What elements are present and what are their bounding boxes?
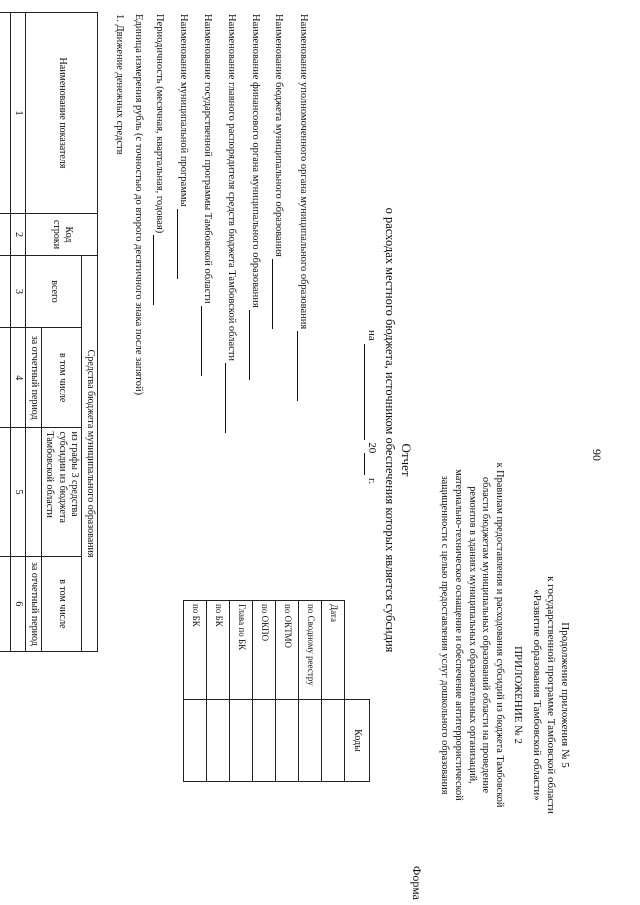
codes-header: Коды xyxy=(345,700,370,782)
table-cell[interactable] xyxy=(0,556,11,651)
form-label: Форма xyxy=(410,865,424,900)
table-cell[interactable] xyxy=(0,428,11,556)
field-municipal-program xyxy=(177,14,190,279)
field-label: Наименование главного распорядителя средств бюджета Тамбовской области xyxy=(226,14,237,362)
field-label: Наименование финансового органа муниципального образования xyxy=(250,14,261,308)
subsidy-header-cont xyxy=(26,428,42,556)
column-number: 5 xyxy=(11,428,27,556)
code-value-cell[interactable] xyxy=(276,700,299,782)
field-state-program xyxy=(201,14,214,376)
field-authorized-body xyxy=(297,14,310,401)
code-value-cell[interactable] xyxy=(299,700,322,782)
code-label: Дата xyxy=(322,601,345,700)
table-cell[interactable] xyxy=(0,327,11,428)
continuation-header xyxy=(530,490,572,900)
field-finance-body xyxy=(249,14,262,380)
col-total-header: всего xyxy=(26,256,82,328)
table-cell[interactable] xyxy=(0,13,11,214)
field-periodicity xyxy=(153,14,166,305)
page-number: 90 xyxy=(590,449,604,461)
col-incl2-header: в том числе xyxy=(42,556,83,651)
field-label: Наименование уполномоченного органа муниципального образования xyxy=(298,14,309,330)
field-budget-name xyxy=(272,14,285,329)
column-number: 3 xyxy=(11,256,27,328)
rules-line: к Правилам предоставления и расходования субсидий из бюджета Тамбовской xyxy=(494,462,505,808)
appendix-title: ПРИЛОЖЕНИЕ № 2 xyxy=(512,646,524,744)
code-label: Глава по БК xyxy=(230,601,253,700)
field-chief-administrator xyxy=(225,14,238,433)
field-blank[interactable] xyxy=(249,310,261,380)
field-blank[interactable] xyxy=(297,331,309,401)
code-label: по Сводному реестру xyxy=(299,601,322,700)
report-period-line xyxy=(364,330,378,590)
period-label: за отчетный период xyxy=(26,556,42,651)
continuation-line: «Развитие образования Тамбовской области» xyxy=(530,589,543,801)
column-number: 6 xyxy=(11,556,27,651)
period-year-prefix: 20 xyxy=(366,442,378,454)
period-label: за отчетный период xyxy=(26,327,42,428)
table-cell[interactable] xyxy=(0,213,11,255)
period-prefix: на xyxy=(366,330,378,341)
column-number: 1 xyxy=(11,13,27,214)
code-value-cell[interactable] xyxy=(253,700,276,782)
codes-spacer xyxy=(345,601,370,700)
col-code-header: Код строки xyxy=(26,213,98,255)
budget-group-header: Средства бюджета муниципального образования xyxy=(82,256,98,652)
period-suffix: г. xyxy=(366,478,378,485)
continuation-line: к государственной программе Тамбовской области xyxy=(544,576,557,814)
code-value-cell[interactable] xyxy=(230,700,253,782)
col-indicator-header: Наименование показателя xyxy=(26,13,98,214)
document-page xyxy=(13,10,610,900)
unit-line: Единица измерения рубль (с точностью до второго десятичного знака после запятой) xyxy=(133,14,144,396)
report-title: Отчет xyxy=(399,443,414,477)
field-label: Периодичность (месячная, квартальная, годовая) xyxy=(154,14,165,234)
code-label: по ОКТМО xyxy=(276,601,299,700)
field-label: Наименование бюджета муниципального образования xyxy=(273,14,284,257)
code-label: по ОКПО xyxy=(253,601,276,700)
field-blank[interactable] xyxy=(153,235,165,305)
rules-line: защищенности с целью предоставления услуг дошкольного образования xyxy=(439,475,451,795)
code-value-cell[interactable] xyxy=(207,700,230,782)
field-blank[interactable] xyxy=(201,306,213,376)
field-label: Наименование государственной программы Тамбовской области xyxy=(202,14,213,304)
col-subsidy-header: из графы 3 средства субсидии из бюджета Тамбовской области xyxy=(42,428,83,556)
section-title: 1. Движение денежных средств xyxy=(114,14,125,155)
cash-flow-table xyxy=(0,12,98,652)
report-subtitle: о расходах местного бюджета, источником обеспечения которых является субсидия xyxy=(383,207,397,653)
rules-line: ремонтов в зданиях муниципальных образовательных организаций, xyxy=(466,486,478,784)
year-blank[interactable] xyxy=(364,453,376,475)
rules-reference xyxy=(438,370,506,900)
field-blank[interactable] xyxy=(225,363,237,433)
field-label: Наименование муниципальной программы xyxy=(178,14,189,207)
column-number: 4 xyxy=(11,327,27,428)
code-label: по БК xyxy=(207,601,230,700)
period-blank[interactable] xyxy=(364,344,376,440)
code-label: по БК xyxy=(184,601,207,700)
code-value-cell[interactable] xyxy=(322,700,345,782)
codes-table xyxy=(183,600,370,782)
table-cell[interactable] xyxy=(0,256,11,328)
code-value-cell[interactable] xyxy=(184,700,207,782)
field-blank[interactable] xyxy=(177,209,189,279)
column-number: 2 xyxy=(11,213,27,255)
rules-line: материально-техническое оснащение и обеспечение антитеррористической xyxy=(452,469,464,801)
field-blank[interactable] xyxy=(272,259,284,329)
rules-line: области бюджетам муниципальных образований области на проведение xyxy=(480,476,492,794)
col-incl1-header: в том числе xyxy=(42,327,83,428)
continuation-line: Продолжение приложения № 5 xyxy=(559,622,571,768)
